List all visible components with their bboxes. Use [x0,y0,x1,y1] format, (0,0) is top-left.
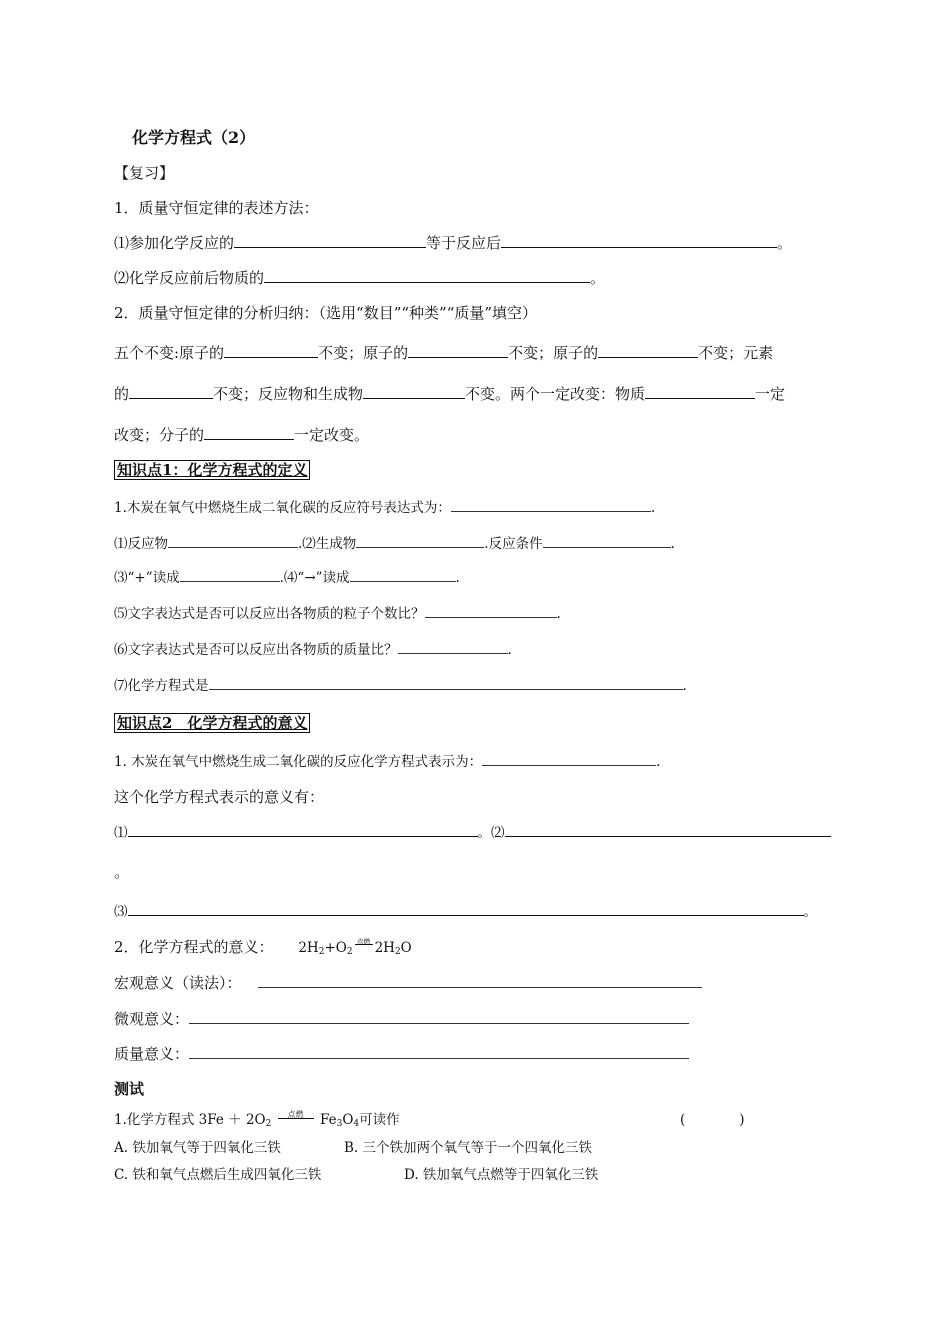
test-question-1 [114,1110,400,1134]
text: 的 [114,385,130,403]
question-1: 1．质量守恒定律的表述方法： [114,199,319,217]
text: ⑹文字表达式是否可以反应出各物质的质量比？ [114,642,398,658]
macro-meaning [114,973,702,993]
kp2-meaning-2-end: 。 [114,863,130,881]
arrow-line [278,1118,314,1119]
formula-text: Fe [319,1112,337,1128]
subscript: 4 [353,1119,360,1129]
answer-blank[interactable] [356,534,484,548]
text: . [455,570,460,586]
text: 。 [590,269,606,287]
answer-blank[interactable] [204,425,294,440]
answer-blank[interactable] [408,343,508,358]
question-1-part-2 [114,268,605,288]
text: 不变；元素 [698,344,774,362]
question-1-part-1 [114,233,792,253]
option-c[interactable]: C. 铁和氧气点燃后生成四氧化三铁 [114,1167,322,1183]
answer-blank[interactable] [543,534,671,548]
answer-blank[interactable] [501,233,777,248]
kp1-part-6 [114,640,512,660]
text: ⑴参加化学反应的 [114,234,235,252]
question-2-line-2 [114,384,785,404]
reaction-arrow [353,938,375,952]
text: . [682,678,687,694]
text: 等于反应后 [426,234,502,252]
text: 。 [803,904,817,920]
formula-text: O [342,1112,354,1128]
answer-blank[interactable] [128,822,478,837]
answer-blank[interactable] [451,498,651,512]
answer-blank[interactable] [598,343,698,358]
text: 1.木炭在氧气中燃烧生成二氧化碳的反应符号表达式为： [114,500,451,516]
text: 2．化学方程式的意义： [114,938,274,956]
subscript: 3 [336,1119,343,1129]
question-2: 2．质量守恒定律的分析归纳：（选用“数目”“种类”“质量”填空） [114,304,538,322]
text: 可读作 [359,1112,400,1128]
subscript: 2 [265,1119,272,1129]
answer-blank[interactable] [398,640,508,654]
text: 不变。两个一定改变：物质 [465,385,646,403]
text: .⑵生成物 [298,536,357,552]
text: 质量意义： [114,1045,190,1063]
mass-meaning [114,1044,689,1064]
text: .反应条件 [484,536,543,552]
text: ⑵化学反应前后物质的 [114,269,265,287]
kp2-meaning-intro: 这个化学方程式表示的意义有： [114,788,325,806]
section-heading: 知识点2 化学方程式的意义 [114,713,310,733]
answer-blank[interactable] [168,534,298,548]
answer-blank[interactable] [209,676,683,690]
text: . [507,642,512,658]
text: ⑴ [114,825,128,841]
answer-blank[interactable] [128,901,804,916]
formula-text: +O [324,940,347,956]
text: 宏观意义（读法）： [114,974,242,992]
answer-blank[interactable] [645,384,755,399]
reaction-arrow [276,1110,316,1124]
option-a[interactable]: A. 铁加氧气等于四氧化三铁 [114,1140,281,1156]
kp1-part-5 [114,604,561,624]
answer-paren[interactable]: ( ) [680,1112,745,1128]
text: 1.化学方程式 3Fe ＋ 2O [114,1112,266,1128]
answer-blank[interactable] [129,384,213,399]
text: 改变；分子的 [114,426,205,444]
text: ⑴反应物 [114,536,168,552]
text: ⑸文字表达式是否可以反应出各物质的粒子个数比？ [114,606,425,622]
text: 。 [777,234,793,252]
answer-blank[interactable] [264,268,590,283]
kp2-meaning-3 [114,901,817,922]
answer-blank[interactable] [189,1010,689,1024]
text: 不变；反应物和生成物 [213,385,364,403]
knowledge-point-1-heading [114,460,310,480]
micro-meaning [114,1009,689,1029]
reaction-condition: 点燃 [287,1110,304,1119]
test-heading: 测试 [114,1080,145,1098]
knowledge-point-2-heading [114,713,310,733]
kp1-question-1 [114,498,655,518]
arrow-line [355,944,373,945]
subscript: 2 [394,947,401,957]
formula-text: 2H [374,940,395,956]
kp2-meanings-1-2 [114,822,831,843]
text: 1. 木炭在氧气中燃烧生成二氧化碳的反应化学方程式表示为： [114,754,483,770]
question-2-line-1 [114,343,773,363]
text: 一定 [755,385,786,403]
kp2-question-1 [114,752,660,772]
answer-blank[interactable] [189,1045,689,1059]
text: 一定改变。 [294,426,370,444]
subscript: 2 [318,947,325,957]
text: 微观意义： [114,1010,190,1028]
page-title: 化学方程式（2） [132,128,256,147]
option-d[interactable]: D. 铁加氧气点燃等于四氧化三铁 [404,1167,599,1183]
kp1-part-1 [114,534,675,554]
text: ⑺化学方程式是 [114,678,209,694]
answer-blank[interactable] [258,974,702,988]
kp1-part-3 [114,568,460,588]
chemical-equation [298,940,411,956]
subscript: 2 [346,947,353,957]
text: 五个不变:原子的 [114,344,225,362]
option-b[interactable]: B. 三个铁加两个氧气等于一个四氧化三铁 [344,1140,593,1156]
answer-blank[interactable] [350,568,456,582]
text: ⑶ [114,904,128,920]
answer-blank[interactable] [224,343,318,358]
formula-text: 2H [298,940,319,956]
answer-blank[interactable] [482,752,656,766]
text: . [650,500,656,516]
answer-blank[interactable] [234,233,426,248]
section-heading: 知识点1：化学方程式的定义 [114,460,310,480]
kp1-part-7 [114,676,687,696]
kp2-question-2 [114,937,412,962]
answer-blank[interactable] [363,384,465,399]
text: . [656,754,661,770]
text: 不变；原子的 [508,344,599,362]
text: .⑷“→”读成 [279,570,350,586]
text: ⑶“+”读成 [114,570,180,586]
reaction-condition: 点燃 [356,938,371,946]
formula-text: O [400,940,412,956]
answer-blank[interactable] [180,568,280,582]
text: . [670,536,675,552]
question-2-line-3 [114,425,369,445]
text: . [556,606,561,622]
answer-blank[interactable] [505,822,831,837]
text: 。⑵ [477,825,505,841]
answer-blank[interactable] [425,604,557,618]
review-heading: 【复习】 [114,164,175,182]
text: 不变；原子的 [318,344,409,362]
